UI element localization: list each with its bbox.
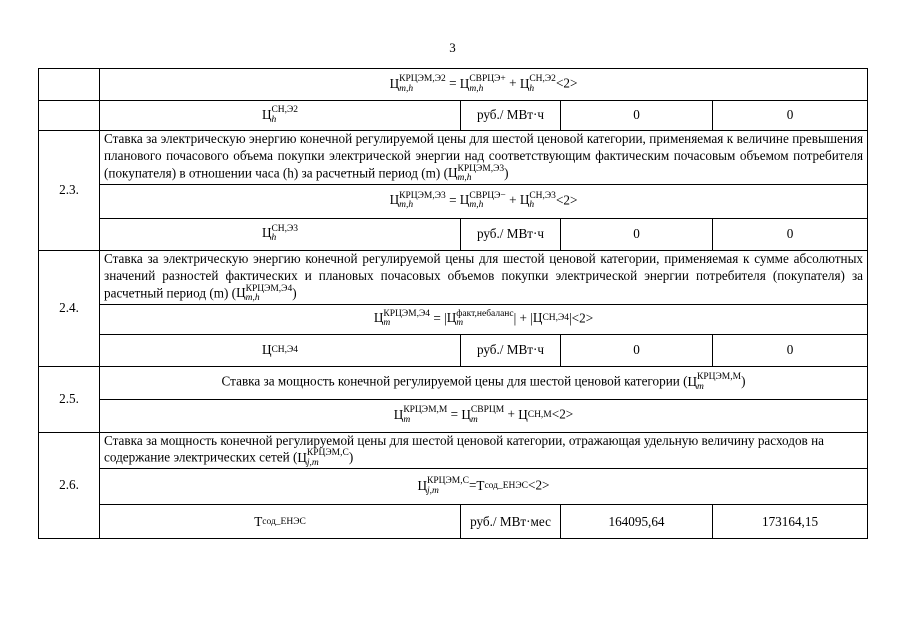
formula-note: <2> <box>551 406 574 422</box>
table-row <box>39 69 868 101</box>
value-cell-1: 0 <box>561 101 713 131</box>
symbol-base: Ц <box>389 75 400 91</box>
unit-cell: руб./ МВт·ч <box>461 334 561 366</box>
symbol-base: Ц <box>459 192 470 208</box>
symbol-base: Ц <box>518 406 528 422</box>
formula-note: <2> <box>555 75 578 91</box>
table-row <box>39 366 868 399</box>
formula-e4 <box>100 304 868 334</box>
description-text: Ставка за электрическую энергию конечной регулируемой цены для шестой ценовой категории, применяемая к сумме абсолютных значений разностей фактических и плановых почасовых объемов покупки электрической энергии потребителя (покупателя) за расчетный период (m) ( <box>104 250 864 301</box>
symbol-sup: СВРЦЭ+ <box>469 74 506 84</box>
table-row <box>39 218 868 250</box>
formula-operator: = <box>468 477 477 493</box>
formula-note: <2> <box>528 477 550 493</box>
symbol-sup: КРЦЭМ,Э3 <box>399 190 446 201</box>
symbol-sub: m,h <box>469 83 484 94</box>
table-row <box>39 505 868 539</box>
symbol-sub: j,m <box>306 457 319 468</box>
symbol-base: Ц <box>459 75 470 91</box>
symbol-sup: КРЦЭМ,М <box>403 405 448 416</box>
formula-note: |<2> <box>569 310 594 326</box>
symbol-base: Т <box>254 513 263 529</box>
symbol-sup: КРЦЭМ,Э3 <box>457 163 505 174</box>
formula-m <box>100 399 868 432</box>
table-row <box>39 250 868 304</box>
num-cell <box>39 101 100 131</box>
formula-note: <2> <box>555 192 578 208</box>
table-row <box>39 469 868 505</box>
formula-operator: + <box>509 75 517 91</box>
symbol-base: Ц <box>261 106 272 122</box>
description-end: ) <box>348 449 354 465</box>
rate-title <box>100 366 868 399</box>
symbol-sub: j,m <box>427 485 439 496</box>
value-cell-2: 0 <box>713 334 868 366</box>
symbol-base: Ц <box>519 75 530 91</box>
symbol-sup: СН,М <box>527 409 552 420</box>
symbol-sup: КРЦЭМ,С <box>427 476 469 487</box>
rate-description <box>100 432 868 469</box>
formula-operator: + <box>509 192 517 208</box>
table-row <box>39 399 868 432</box>
unit-cell: руб./ МВт·мес <box>461 505 561 539</box>
rate-description <box>100 250 868 304</box>
symbol-sub: m,h <box>399 200 414 211</box>
symbol-sub: h <box>271 114 277 125</box>
formula-c <box>100 469 868 505</box>
value-cell-2: 173164,15 <box>713 505 868 539</box>
symbol-base: Ц <box>417 477 428 493</box>
description-text: Ставка за мощность конечной регулируемой цены для шестой ценовой категории, отражающая удельную величину расходов на содержание электрических сетей ( <box>104 432 824 465</box>
row-number: 2.3. <box>39 131 100 251</box>
symbol-base: Ц <box>519 192 530 208</box>
symbol-base: Ц <box>389 192 400 208</box>
symbol-base: Ц <box>447 165 458 181</box>
table-row <box>39 304 868 334</box>
symbol-sup: КРЦЭМ,Э2 <box>399 74 446 84</box>
symbol-sup: СН,Э3 <box>271 223 299 234</box>
symbol-sub: h <box>271 233 277 244</box>
formula-operator: + <box>507 406 515 422</box>
symbol-base: Ц <box>532 310 543 326</box>
symbol-base: Ц <box>297 449 307 465</box>
value-cell-2: 0 <box>713 218 868 250</box>
formula-operator: = <box>449 192 457 208</box>
symbol-sub: m,h <box>399 83 414 94</box>
symbol-sub: m <box>403 414 411 425</box>
table-row <box>39 184 868 218</box>
symbol-sub: m,h <box>457 173 472 184</box>
symbol-sup: КРЦЭМ,С <box>306 448 349 459</box>
symbol-sup: КРЦЭМ,Э4 <box>383 308 431 319</box>
symbol-base: Т <box>476 477 485 493</box>
rate-description <box>100 131 868 185</box>
symbol-sup: сод_ЕНЭС <box>262 516 306 527</box>
row-number: 2.5. <box>39 366 100 432</box>
table-row <box>39 131 868 185</box>
title-text: Ставка за мощность конечной регулируемой цены для шестой ценовой категории ( <box>221 373 688 389</box>
symbol-sup: СВРЦМ <box>470 405 505 416</box>
description-end: ) <box>292 285 297 301</box>
table-row <box>39 334 868 366</box>
description-end: ) <box>504 165 509 181</box>
formula-e3 <box>100 184 868 218</box>
symbol-sup: СН,Э4 <box>271 344 299 355</box>
symbol-sub: h <box>529 83 535 94</box>
tariff-table <box>38 68 868 539</box>
symbol-sub: m <box>383 318 391 329</box>
param-symbol <box>100 218 461 250</box>
value-cell-1: 0 <box>561 334 713 366</box>
symbol-sup: факт,небаланс <box>456 308 514 319</box>
symbol-sup: СН,Э2 <box>529 74 556 84</box>
row-number: 2.4. <box>39 250 100 366</box>
param-symbol <box>100 334 461 366</box>
symbol-sup: СН,Э4 <box>542 313 570 324</box>
num-cell <box>39 69 100 101</box>
row-number: 2.6. <box>39 432 100 539</box>
symbol-sup: КРЦЭМ,Э4 <box>245 283 293 294</box>
symbol-base: Ц <box>261 225 272 241</box>
table-row <box>39 101 868 131</box>
value-cell-1: 164095,64 <box>561 505 713 539</box>
param-symbol <box>100 101 461 131</box>
symbol-sup: КРЦЭМ,М <box>697 372 742 383</box>
symbol-sub: h <box>529 200 535 211</box>
value-cell-2: 0 <box>713 101 868 131</box>
symbol-sub: m,h <box>245 293 260 304</box>
unit-cell: руб./ МВт·ч <box>461 101 561 131</box>
symbol-sup: СВРЦЭ− <box>469 190 506 201</box>
symbol-sub: m <box>456 318 464 329</box>
title-end: ) <box>741 373 746 389</box>
symbol-base: Ц <box>687 373 698 389</box>
formula-operator: = <box>449 75 457 91</box>
symbol-base: Ц <box>461 406 471 422</box>
unit-cell: руб./ МВт·ч <box>461 218 561 250</box>
formula-e2 <box>100 69 868 101</box>
description-text: Ставка за электрическую энергию конечной регулируемой цены для шестой ценовой категории, применяемая к величине превышения планового почасового объема покупки электрической энергии над соответствующим фактическим почасовым объемом потребителя (покупателя) в отношении часа (h) за расчетный период (m) ( <box>104 131 864 181</box>
symbol-base: Ц <box>446 310 457 326</box>
symbol-base: Ц <box>261 341 272 357</box>
formula-operator: = | <box>433 310 447 326</box>
symbol-sup: СН,Э3 <box>529 190 556 201</box>
formula-operator: = <box>450 406 459 422</box>
symbol-sub: m <box>470 414 478 425</box>
symbol-base: Ц <box>236 285 246 301</box>
value-cell-1: 0 <box>561 218 713 250</box>
symbol-sub: m <box>697 381 704 392</box>
symbol-sup: сод_ЕНЭС <box>484 481 529 492</box>
symbol-sub: m,h <box>469 200 484 211</box>
page-number: 3 <box>449 40 456 55</box>
table-row <box>39 432 868 469</box>
param-symbol <box>100 505 461 539</box>
symbol-sup: СН,Э2 <box>271 105 299 115</box>
symbol-base: Ц <box>373 310 384 326</box>
formula-operator: | + | <box>513 310 533 326</box>
symbol-base: Ц <box>393 406 404 422</box>
